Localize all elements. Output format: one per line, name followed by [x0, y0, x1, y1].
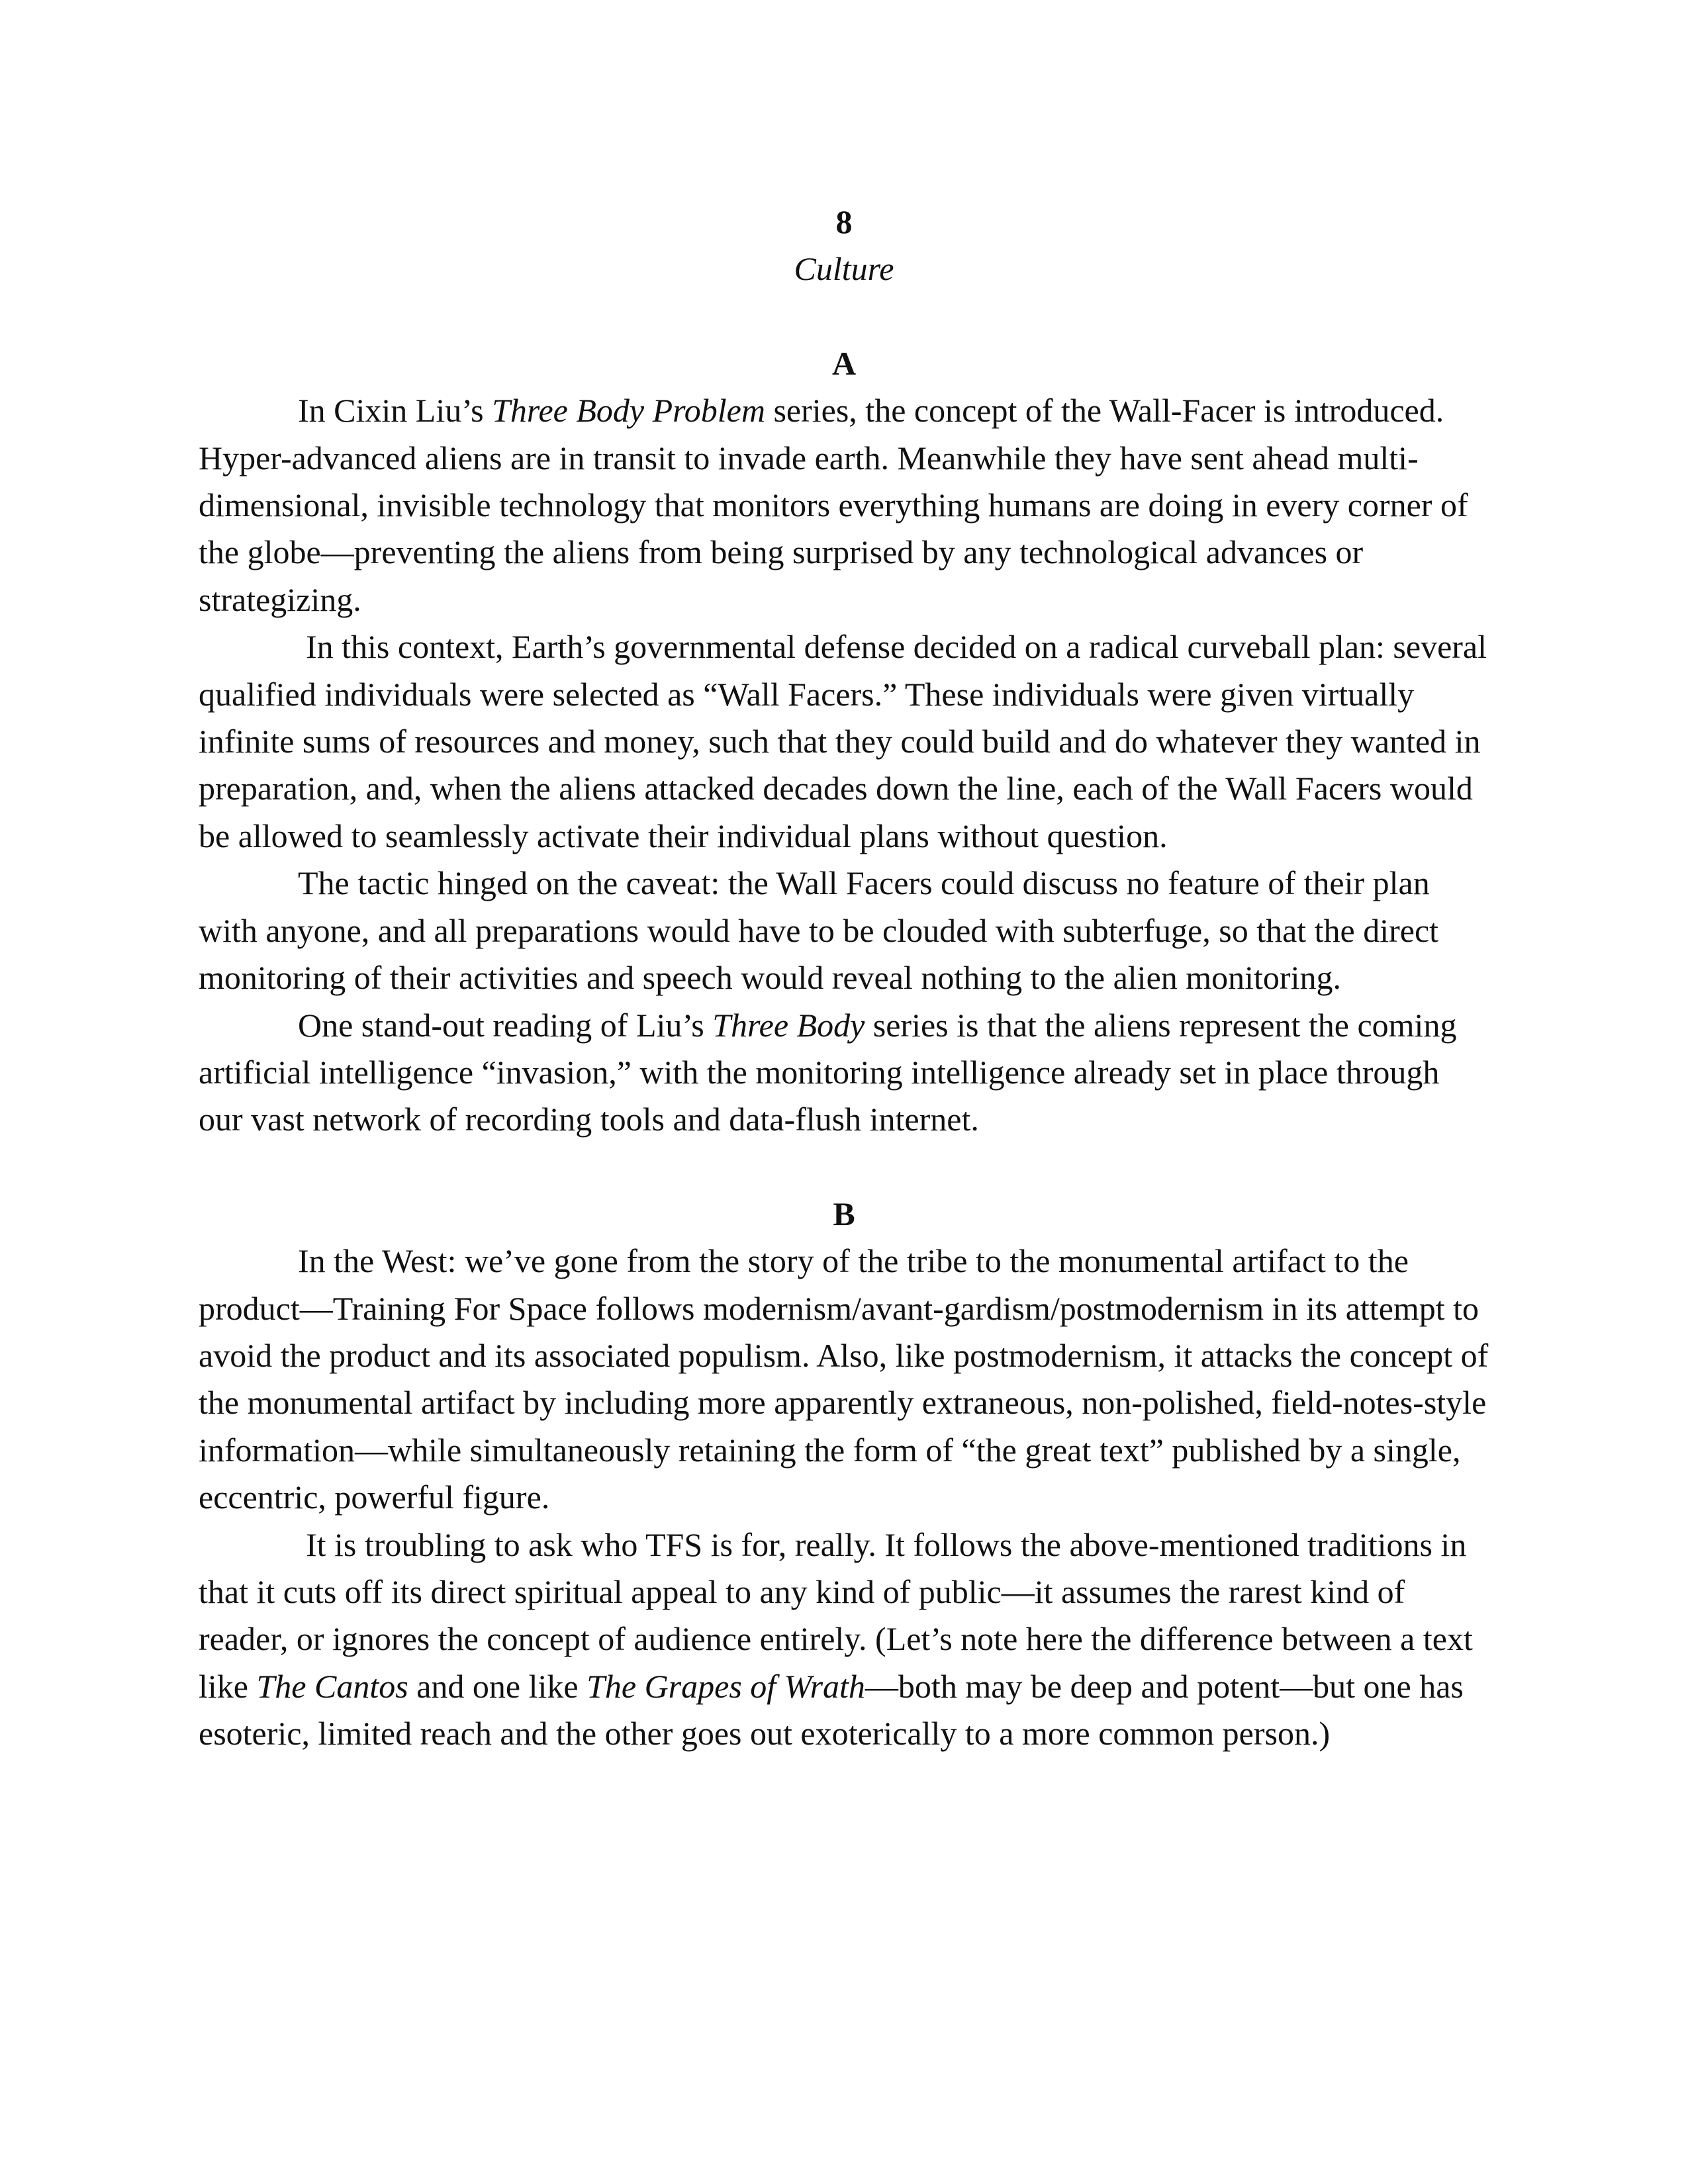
book-title: The Cantos: [256, 1667, 408, 1705]
paragraph-a3: The tactic hinged on the caveat: the Wall Facers could discuss no feature of their plan with anyone, and all preparations would have to be clouded with subterfuge, so that the direct monitoring of their activities and speech would reveal nothing to the alien monitoring.: [199, 864, 1439, 997]
paragraph-a2: In this context, Earth’s governmental defense decided on a radical curveball plan: several qualified individuals were selected as “Wall Facers.” These individuals were given virtually infinite sums of resources and money, such that they could build and do whatever they wanted in preparation, and, when the aliens attacked decades down the line, each of the Wall Facers would be allowed to seamlessly activate their individual plans without question.: [199, 628, 1487, 854]
book-title: Three Body Problem: [492, 392, 765, 430]
paragraph-a1: In Cixin Liu’s Three Body Problem series, the concept of the Wall-Facer is introduced. Hyper-advanced aliens are in transit to invade earth. Meanwhile they have sent ahead multi-dimensional, invisible technology that monitors everything humans are doing in every corner of the globe—preventing the aliens from being surprised by any technological advances or strategizing.: [199, 392, 1468, 618]
book-title: The Grapes of Wrath: [586, 1667, 865, 1705]
paragraph-a4: One stand-out reading of Liu’s Three Body series is that the aliens represent the coming artificial intelligence “invasion,” with the monitoring intelligence already set in place through our vast network of recording tools and data-flush internet.: [199, 1006, 1457, 1138]
chapter-number: 8: [835, 203, 853, 240]
paragraph-b2: It is troubling to ask who TFS is for, really. It follows the above-mentioned traditions in that it cuts off its direct spiritual appeal to any kind of public—it assumes the rarest kind of reader, or ignores the concept of audience entirely. (Let’s note here the difference between a text like The Cantos and one like The Grapes of Wrath—both may be deep and potent—but one has esoteric, limited reach and the other goes out exoterically to a more common person.): [199, 1525, 1473, 1752]
chapter-title: Culture: [794, 250, 894, 288]
document-page: [199, 199, 1489, 1758]
section-heading-a: A: [831, 344, 857, 382]
section-heading-b: B: [833, 1195, 855, 1232]
book-title: Three Body: [712, 1006, 865, 1044]
paragraph-b1: In the West: we’ve gone from the story of the tribe to the monumental artifact to the product—Training For Space follows modernism/avant-gardism/postmodernism in its attempt to avoid the product and its associated populism. Also, like postmodernism, it attacks the concept of the monumental artifact by including more apparently extraneous, non-polished, field-notes-style information—while simultaneously retaining the form of “the great text” published by a single, eccentric, powerful figure.: [199, 1242, 1489, 1516]
